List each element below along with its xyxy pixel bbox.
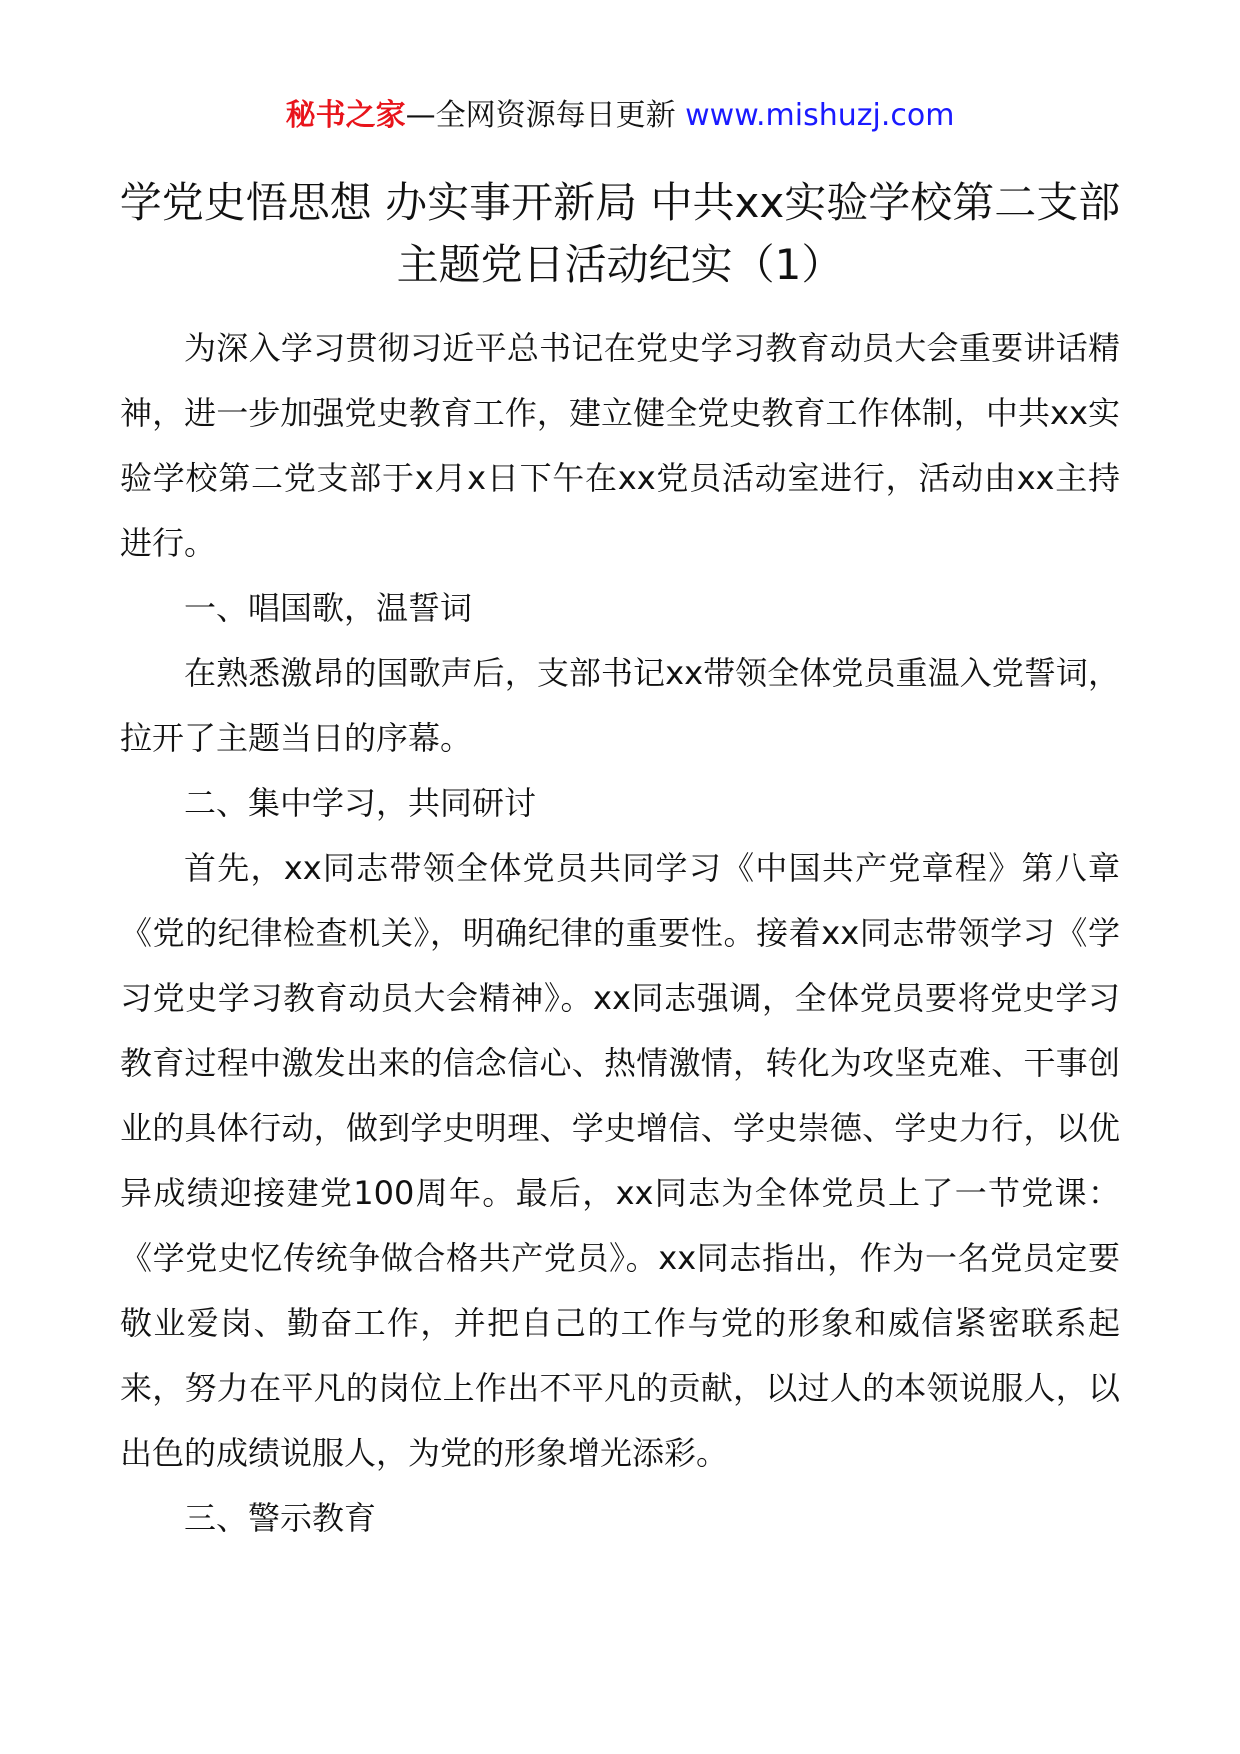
site-header xyxy=(0,96,1240,136)
section-heading-2: 二、集中学习，共同研讨 xyxy=(184,784,537,822)
brand-name: 秘书之家 xyxy=(285,98,406,133)
document-body xyxy=(120,316,1120,1551)
section-heading-1: 一、唱国歌，温誓词 xyxy=(184,589,473,627)
section-1-paragraph: 在熟悉激昂的国歌声后，支部书记xx带领全体党员重温入党誓词，拉开了主题当日的序幕。 xyxy=(120,654,1120,757)
section-2-paragraph: 首先，xx同志带领全体党员共同学习《中国共产党章程》第八章《党的纪律检查机关》，明确纪律的重要性。接着xx同志带领学习《学习党史学习教育动员大会精神》。xx同志强调，全体党员要将党史学习教育过程中激发出来的信念信心、热情激情，转化为攻坚克难、干事创业的具体行动，做到学史明理、学史增信、学史崇德、学史力行，以优异成绩迎接建党100周年。最后，xx同志为全体党员上了一节党课：《学党史忆传统争做合格共产党员》。xx同志指出，作为一名党员定要敬业爱岗、勤奋工作，并把自己的工作与党的形象和威信紧密联系起来，努力在平凡的岗位上作出不平凡的贡献，以过人的本领说服人，以出色的成绩说服人，为党的形象增光添彩。 xyxy=(120,849,1120,1472)
document-title: 学党史悟思想 办实事开新局 中共xx实验学校第二支部主题党日活动纪实（1） xyxy=(119,178,1121,289)
website-link[interactable]: www.mishuzj.com xyxy=(685,98,955,133)
header-slogan: —全网资源每日更新 xyxy=(405,98,676,133)
intro-paragraph: 为深入学习贯彻习近平总书记在党史学习教育动员大会重要讲话精神，进一步加强党史教育工作，建立健全党史教育工作体制，中共xx实验学校第二党支部于x月x日下午在xx党员活动室进行，活动由xx主持进行。 xyxy=(120,329,1120,562)
section-heading-3: 三、警示教育 xyxy=(184,1499,377,1537)
